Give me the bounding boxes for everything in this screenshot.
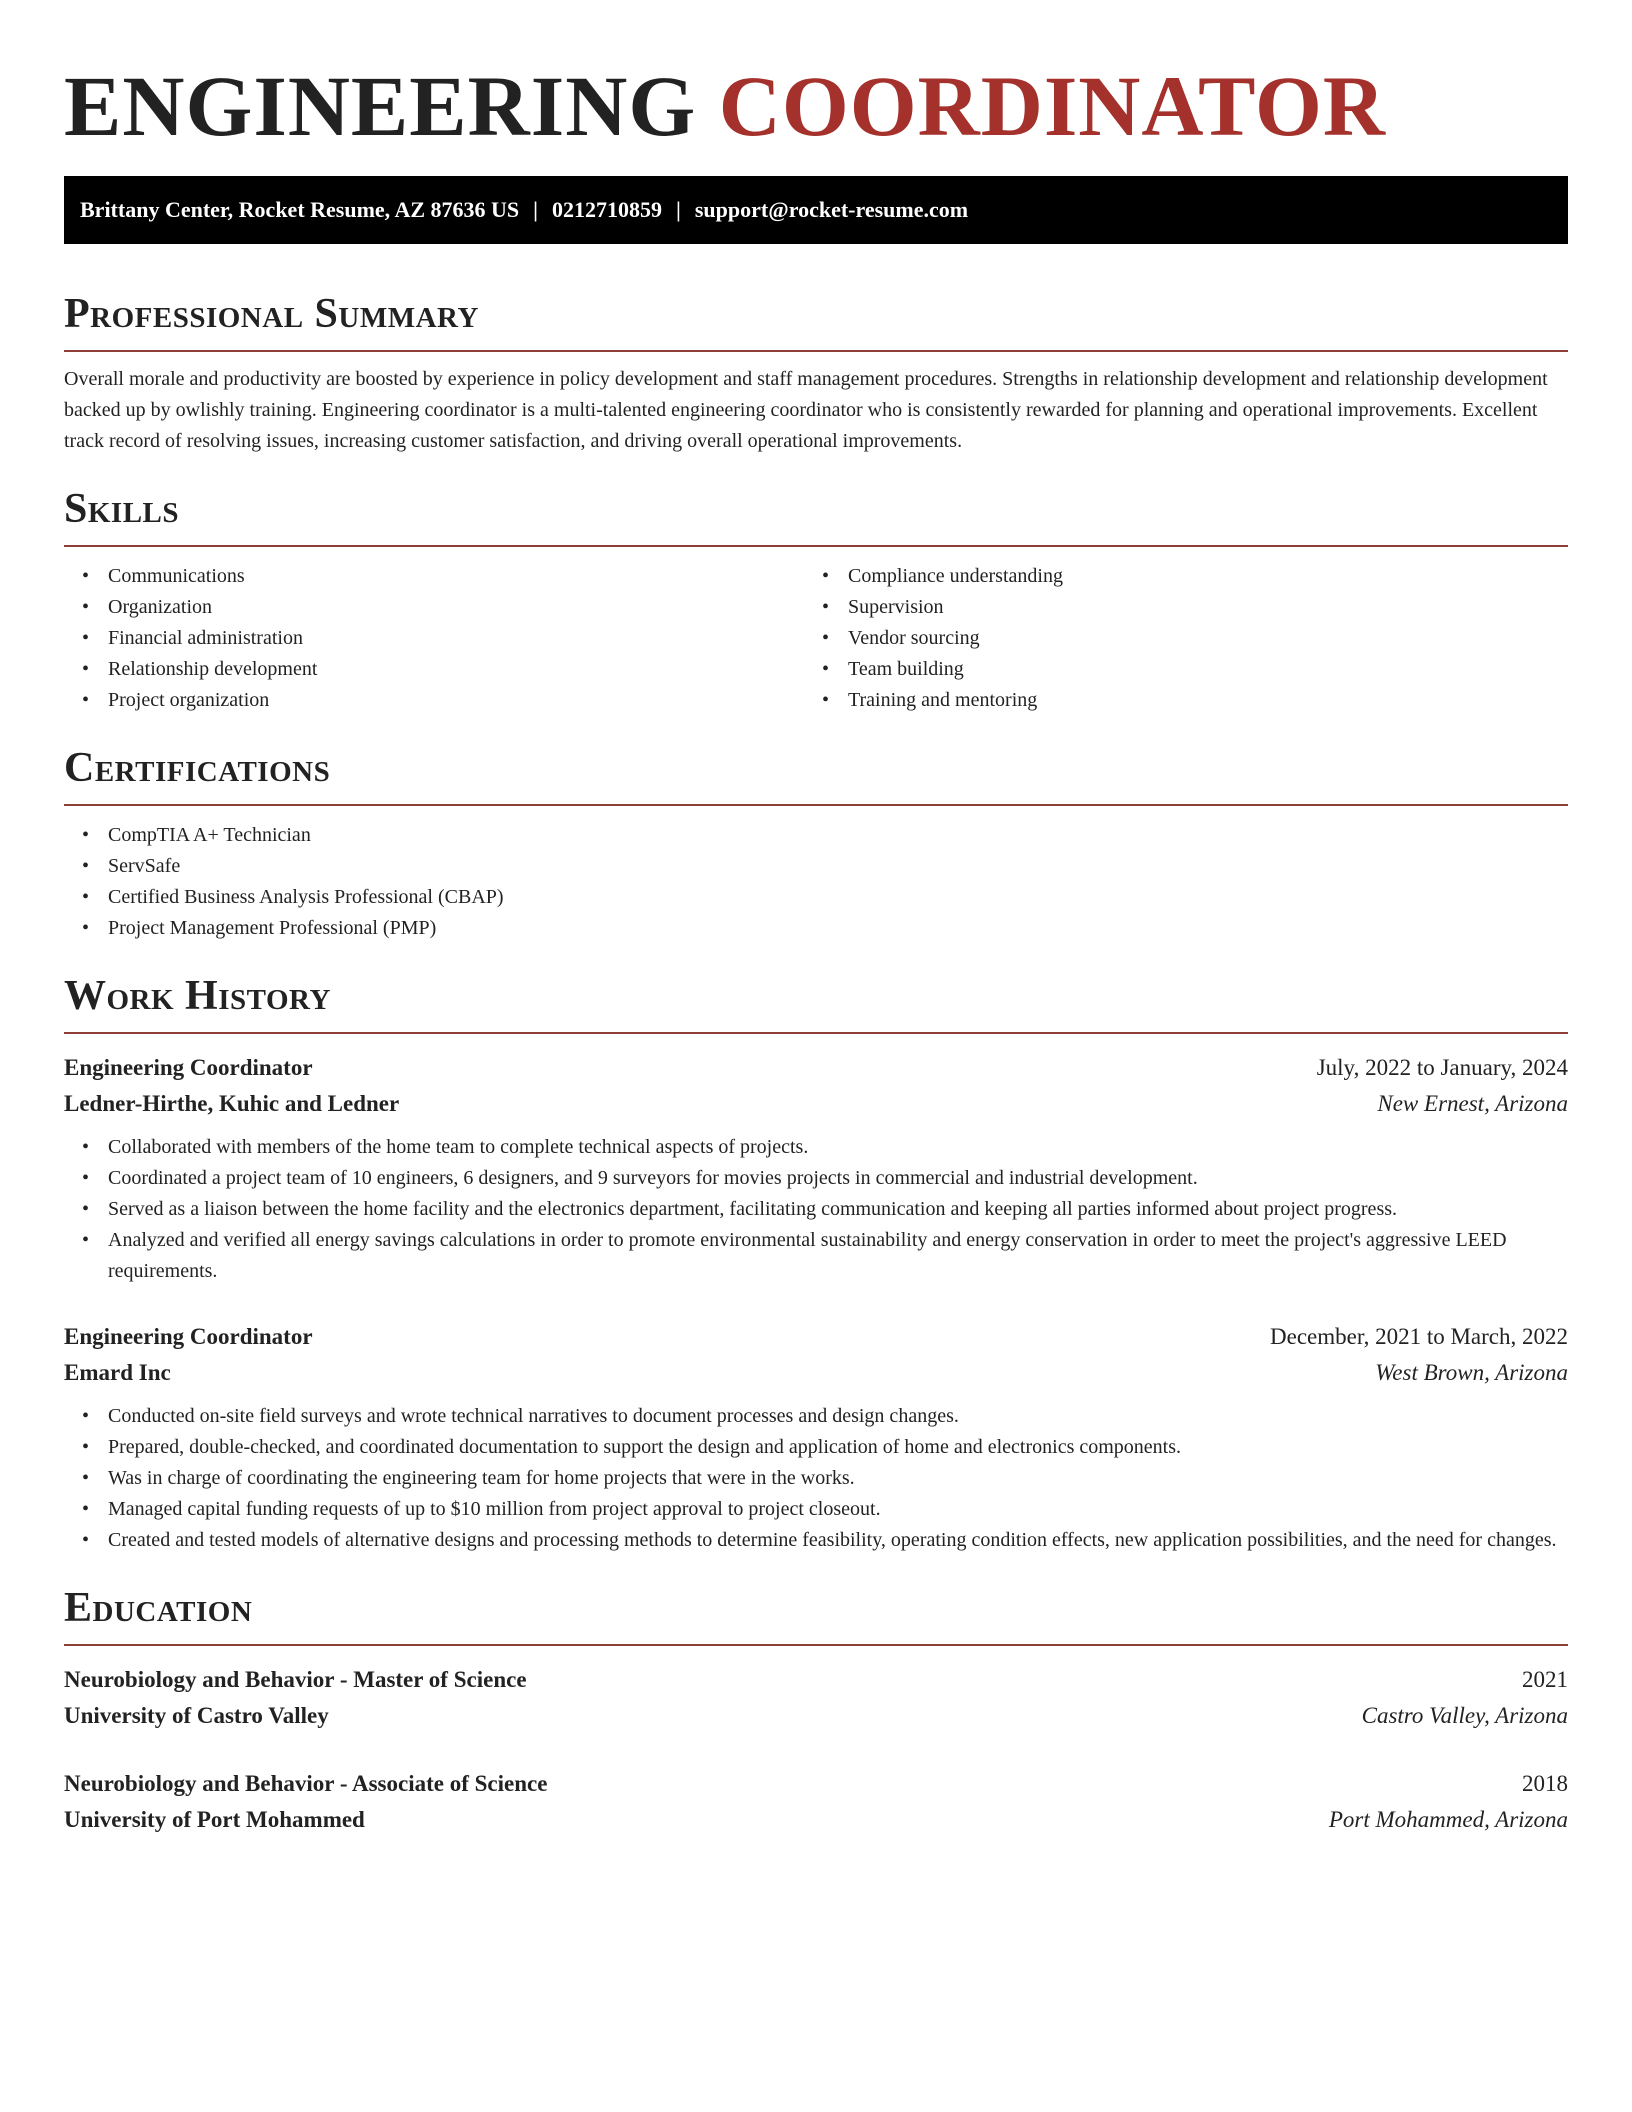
skill-item: • Training and mentoring	[848, 685, 1544, 716]
certification-item: • Certified Business Analysis Professional (CBAP)	[108, 882, 1568, 913]
education-header-row	[64, 1662, 1568, 1698]
contact-bar	[64, 176, 1568, 244]
job-bullets	[64, 1401, 1568, 1556]
job-bullet: • Was in charge of coordinating the engineering team for home projects that were in the works.	[108, 1463, 1568, 1494]
education-section	[64, 1582, 1568, 1838]
work-history-section	[64, 970, 1568, 1556]
job-header-row	[64, 1319, 1568, 1355]
resume-title	[64, 0, 1568, 156]
job-entry	[64, 1050, 1568, 1287]
contact-separator: |	[533, 197, 539, 222]
certifications-section	[64, 742, 1568, 944]
contact-phone: 0212710859	[552, 197, 663, 222]
job-header-row	[64, 1050, 1568, 1086]
education-entry	[64, 1662, 1568, 1734]
contact-address: Brittany Center, Rocket Resume, AZ 87636 US	[80, 197, 520, 222]
certification-item: • Project Management Professional (PMP)	[108, 913, 1568, 944]
education-entry	[64, 1766, 1568, 1838]
job-company-row	[64, 1355, 1568, 1391]
job-bullet: • Managed capital funding requests of up to $10 million from project approval to project closeout.	[108, 1494, 1568, 1525]
job-role: Engineering Coordinator	[64, 1055, 313, 1080]
education-school-row	[64, 1802, 1568, 1838]
skills-list	[64, 561, 1568, 716]
skill-item: • Financial administration	[108, 623, 804, 654]
job-bullet: • Analyzed and verified all energy savings calculations in order to promote environmental sustainability and energy conservation in order to meet the project's aggressive LEED requirements.	[108, 1225, 1568, 1287]
job-role: Engineering Coordinator	[64, 1324, 313, 1349]
resume-page	[64, 0, 1568, 1838]
section-title-skills: Skills	[64, 486, 180, 532]
contact-email[interactable]: support@rocket-resume.com	[694, 197, 969, 222]
education-location: Castro Valley, Arizona	[1361, 1703, 1568, 1728]
section-title-work-history: Work History	[64, 973, 331, 1019]
job-bullet: • Created and tested models of alternative designs and processing methods to determine feasibility, operating condition effects, new application possibilities, and the need for changes.	[108, 1525, 1568, 1556]
summary-text: Overall morale and productivity are boosted by experience in policy development and staff management procedures. Strengths in relationship development and relationship development backed up by owlishly training. Engineering coordinator is a multi-talented engineering coordinator who is consistently rewarded for planning and operational improvements. Excellent track record of resolving issues, increasing customer satisfaction, and driving overall operational improvements.	[64, 368, 1548, 452]
section-title-education: Education	[64, 1585, 253, 1631]
skills-section	[64, 483, 1568, 716]
skills-column-right	[804, 561, 1544, 716]
contact-separator: |	[676, 197, 681, 222]
section-divider	[64, 1644, 1568, 1646]
job-bullet: • Collaborated with members of the home team to complete technical aspects of projects.	[108, 1132, 1568, 1163]
section-divider	[64, 545, 1568, 547]
education-location: Port Mohammed, Arizona	[1328, 1807, 1568, 1832]
education-school: University of Port Mohammed	[64, 1807, 365, 1832]
education-year: 2021	[1522, 1667, 1568, 1692]
education-year: 2018	[1522, 1771, 1568, 1796]
section-title-summary: Professional Summary	[64, 291, 479, 337]
certification-item: • CompTIA A+ Technician	[108, 820, 1568, 851]
education-degree: Neurobiology and Behavior - Associate of Science	[64, 1771, 548, 1796]
job-dates: December, 2021 to March, 2022	[1270, 1324, 1568, 1349]
job-dates: July, 2022 to January, 2024	[1316, 1055, 1568, 1080]
skill-item: • Communications	[108, 561, 804, 592]
skill-item: • Vendor sourcing	[848, 623, 1544, 654]
section-divider	[64, 1032, 1568, 1034]
summary-section	[64, 288, 1568, 457]
job-company: Ledner-Hirthe, Kuhic and Ledner	[64, 1091, 400, 1116]
job-company-row	[64, 1086, 1568, 1122]
education-school: University of Castro Valley	[64, 1703, 329, 1728]
section-divider	[64, 804, 1568, 806]
job-bullet: • Prepared, double-checked, and coordinated documentation to support the design and application of home and electronics components.	[108, 1432, 1568, 1463]
title-last-word: COORDINATOR	[718, 58, 1386, 154]
job-bullets	[64, 1132, 1568, 1287]
job-bullet: • Served as a liaison between the home facility and the electronics department, facilitating communication and keeping all parties informed about project progress.	[108, 1194, 1568, 1225]
section-title-certifications: Certifications	[64, 745, 331, 791]
job-company: Emard Inc	[64, 1360, 171, 1385]
education-degree: Neurobiology and Behavior - Master of Science	[64, 1667, 527, 1692]
skill-item: • Team building	[848, 654, 1544, 685]
certification-item: • ServSafe	[108, 851, 1568, 882]
section-divider	[64, 350, 1568, 352]
job-location: New Ernest, Arizona	[1377, 1091, 1568, 1116]
job-location: West Brown, Arizona	[1375, 1360, 1568, 1385]
skill-item: • Supervision	[848, 592, 1544, 623]
job-bullet: • Conducted on-site field surveys and wrote technical narratives to document processes and design changes.	[108, 1401, 1568, 1432]
title-first-word: ENGINEERING	[64, 58, 697, 154]
skill-item: • Compliance understanding	[848, 561, 1544, 592]
skill-item: • Project organization	[108, 685, 804, 716]
education-header-row	[64, 1766, 1568, 1802]
education-school-row	[64, 1698, 1568, 1734]
certifications-list	[64, 820, 1568, 944]
skills-column-left	[64, 561, 804, 716]
job-entry	[64, 1319, 1568, 1556]
skill-item: • Relationship development	[108, 654, 804, 685]
job-bullet: • Coordinated a project team of 10 engineers, 6 designers, and 9 surveyors for movies projects in commercial and industrial development.	[108, 1163, 1568, 1194]
skill-item: • Organization	[108, 592, 804, 623]
